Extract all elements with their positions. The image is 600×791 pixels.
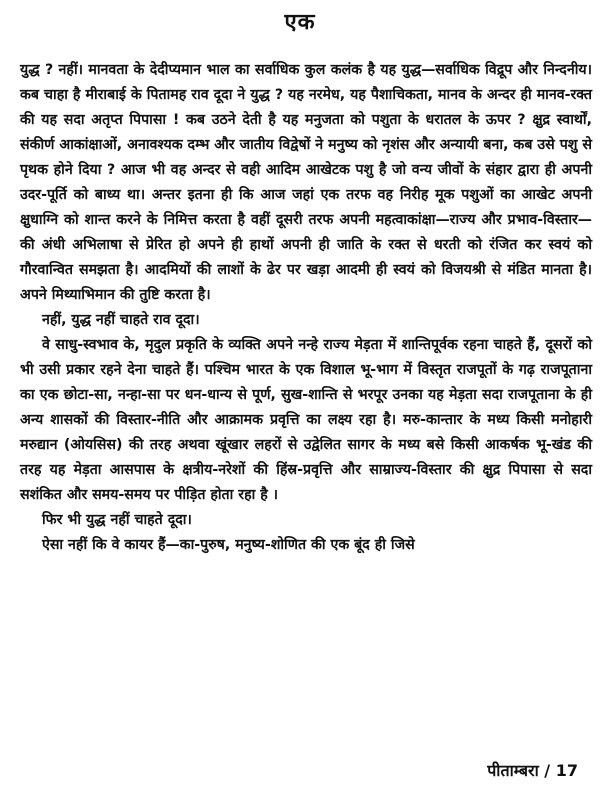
page-footer: पीताम्बरा / 17 <box>487 761 578 780</box>
paragraph-4: फिर भी युद्ध नहीं चाहते दूदा। <box>42 512 192 528</box>
body-text <box>20 58 592 558</box>
paragraph-3: वे साधु-स्वभाव के, मृदुल प्रकृति के व्यक्ति अपने नन्हे राज्य मेड़ता में शान्तिपूर्वक रहना चाहते हैं, दूसरों को भी उसी प्रकार रहने देना चाहते हैं। पश्चिम भारत के एक विशाल भू-भाग में विस्तृत राजपूतों के गढ़ राजपूताना का एक छोटा-सा, नन्हा-सा पर धन-धान्य से पूर्ण, सुख-शान्ति से भरपूर उनका यह मेड़ता सदा राजपूताना के ही अन्य शासकों की विस्तार-नीति और आक्रामक प्रवृत्ति का लक्ष्य रहा है। मरु-कान्तार के मध्य किसी मनोहारी मरुद्यान (ओयसिस) की तरह अथवा खूंखार लहरों से उद्वेलित सागर के मध्य बसे किसी आकर्षक भू-खंड की तरह यह मेड़ता आसपास के क्षत्रीय-नरेशों की हिंस्र-प्रवृत्ति और साम्राज्य-विस्तार की क्षुद्र पिपासा से सदा सशंकित और समय-समय पर पीड़ित होता रहा है । <box>20 337 592 503</box>
chapter-title: एक <box>284 10 316 35</box>
paragraph-5: ऐसा नहीं कि वे कायर हैं—का-पुरुष, मनुष्य-शोणित की एक बूंद ही जिसे <box>42 537 415 553</box>
paragraph-1: युद्ध ? नहीं। मानवता के देदीप्यमान भाल का सर्वाधिक कुल कलंक है यह युद्ध—सर्वाधिक विद्रूप और निन्दनीय। कब चाहा है मीराबाई के पितामह राव दूदा ने युद्ध ? यह नरमेध, यह पैशाचिकता, मानव के अन्दर ही मानव-रक्त की यह सदा अतृप्त पिपासा ! कब उठने देती है यह मनुजता को पशुता के धरातल के ऊपर ? क्षुद्र स्वार्थों, संकीर्ण आकांक्षाओं, अनावश्यक दम्भ और जातीय विद्वेषों ने मनुष्य को नृशंस और अन्यायी बना, कब उसे पशु से पृथक होने दिया ? आज भी वह अन्दर से वही आदिम आखेटक पशु है जो वन्य जीवों के संहार द्वारा ही अपनी उदर-पूर्ति को बाध्य था। अन्तर इतना ही कि आज जहां एक तरफ वह निरीह मूक पशुओं का आखेट अपनी क्षुधाग्नि को शान्त करने के निमित्त करता है वहीं दूसरी तरफ अपनी महत्वाकांक्षा—राज्य और प्रभाव-विस्तार—की अंधी अभिलाषा से प्रेरित हो अपने ही हाथों अपनी ही जाति के रक्त से धरती को रंजित कर स्वयं को गौरवान्वित समझता है। आदमियों की लाशों के ढेर पर खड़ा आदमी ही स्वयं को विजयश्री से मंडित मानता है। अपने मिथ्याभिमान की तुष्टि करता है। <box>20 62 592 303</box>
paragraph-2: नहीं, युद्ध नहीं चाहते राव दूदा। <box>42 312 200 328</box>
